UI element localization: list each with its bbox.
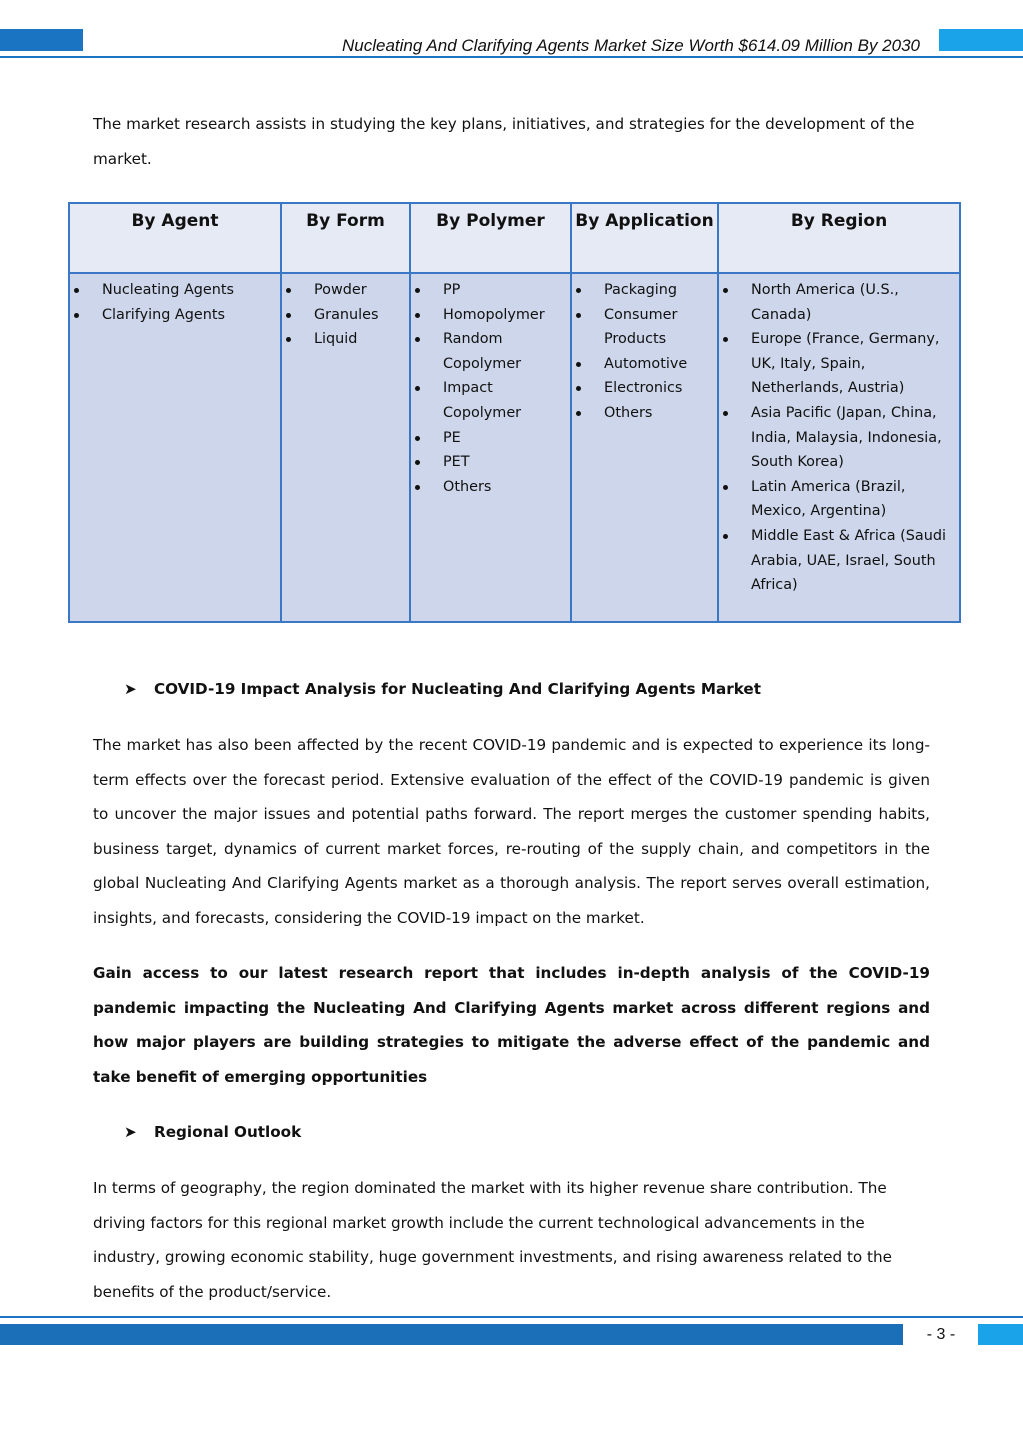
polymer-cell xyxy=(410,273,571,622)
region-list xyxy=(719,278,959,598)
arrowhead-bullet-icon: ➤ xyxy=(124,1123,137,1141)
table-header-row xyxy=(69,203,960,273)
regional-heading-text: Regional Outlook xyxy=(154,1123,302,1141)
covid-heading-text: COVID-19 Impact Analysis for Nucleating And Clarifying Agents Market xyxy=(154,680,761,698)
intro-paragraph: The market research assists in studying the key plans, initiatives, and strategies for the development of the market. xyxy=(93,115,915,168)
list-item: Latin America (Brazil, Mexico, Argentina) xyxy=(719,475,959,524)
form-list xyxy=(282,278,409,352)
covid-callout: Gain access to our latest research report that includes in-depth analysis of the COVID-19 pandemic impacting the Nucleating And Clarifying Agents market across different regions and how major players are building strategies to mitigate the adverse effect of the pandemic and take benefit of emerging opportunities xyxy=(93,964,930,1086)
list-item: North America (U.S., Canada) xyxy=(719,278,959,327)
column-header-region: By Region xyxy=(718,203,960,273)
form-cell xyxy=(281,273,410,622)
covid-section-heading xyxy=(124,680,761,698)
agent-cell xyxy=(69,273,281,622)
header-rule xyxy=(0,56,1023,58)
list-item: Others xyxy=(411,475,570,500)
region-cell xyxy=(718,273,960,622)
document-header-title: Nucleating And Clarifying Agents Market Size Worth $614.09 Million By 2030 xyxy=(342,36,920,55)
arrowhead-bullet-icon: ➤ xyxy=(124,680,137,698)
footer-accent-bar-left xyxy=(0,1324,903,1345)
segmentation-table xyxy=(68,202,961,623)
column-header-form: By Form xyxy=(281,203,410,273)
footer-accent-bar-right xyxy=(978,1324,1023,1345)
header-accent-bar-left xyxy=(0,29,83,51)
column-header-agent: By Agent xyxy=(69,203,281,273)
list-item: PE xyxy=(411,426,570,451)
application-list xyxy=(572,278,717,426)
list-item: Asia Pacific (Japan, China, India, Malaysia, Indonesia, South Korea) xyxy=(719,401,959,475)
covid-paragraph: The market has also been affected by the recent COVID-19 pandemic and is expected to experience its long-term effects over the forecast period. Extensive evaluation of the effect of the COVID-19 pandemic is given to uncover the major issues and potential paths forward. The report merges the customer spending habits, business target, dynamics of current market forces, re-routing of the supply chain, and competitors in the global Nucleating And Clarifying Agents market as a thorough analysis. The report serves overall estimation, insights, and forecasts, considering the COVID-19 impact on the market. xyxy=(93,736,930,927)
column-header-application: By Application xyxy=(571,203,718,273)
application-cell xyxy=(571,273,718,622)
polymer-list xyxy=(411,278,570,499)
list-item: Granules xyxy=(282,303,409,328)
header-accent-bar-right xyxy=(939,29,1023,51)
footer-rule xyxy=(0,1316,1023,1318)
list-item: Random Copolymer xyxy=(411,327,570,376)
regional-section-heading xyxy=(124,1123,301,1141)
list-item: Europe (France, Germany, UK, Italy, Spain, Netherlands, Austria) xyxy=(719,327,959,401)
list-item: Impact Copolymer xyxy=(411,376,570,425)
list-item: Liquid xyxy=(282,327,409,352)
table-body-row xyxy=(69,273,960,622)
list-item: Powder xyxy=(282,278,409,303)
list-item: Clarifying Agents xyxy=(70,303,280,328)
list-item: Nucleating Agents xyxy=(70,278,280,303)
list-item: Automotive xyxy=(572,352,717,377)
list-item: Others xyxy=(572,401,717,426)
list-item: Packaging xyxy=(572,278,717,303)
page-number: - 3 - xyxy=(926,1326,956,1343)
list-item: Middle East & Africa (Saudi Arabia, UAE, Israel, South Africa) xyxy=(719,524,959,598)
list-item: PET xyxy=(411,450,570,475)
column-header-polymer: By Polymer xyxy=(410,203,571,273)
list-item: PP xyxy=(411,278,570,303)
regional-paragraph: In terms of geography, the region dominated the market with its higher revenue share contribution. The driving factors for this regional market growth include the current technological advancements in the industry, growing economic stability, huge government investments, and rising awareness related to the benefits of the product/service. xyxy=(93,1179,892,1301)
agent-list xyxy=(70,278,280,327)
list-item: Electronics xyxy=(572,376,717,401)
list-item: Homopolymer xyxy=(411,303,570,328)
list-item: Consumer Products xyxy=(572,303,717,352)
